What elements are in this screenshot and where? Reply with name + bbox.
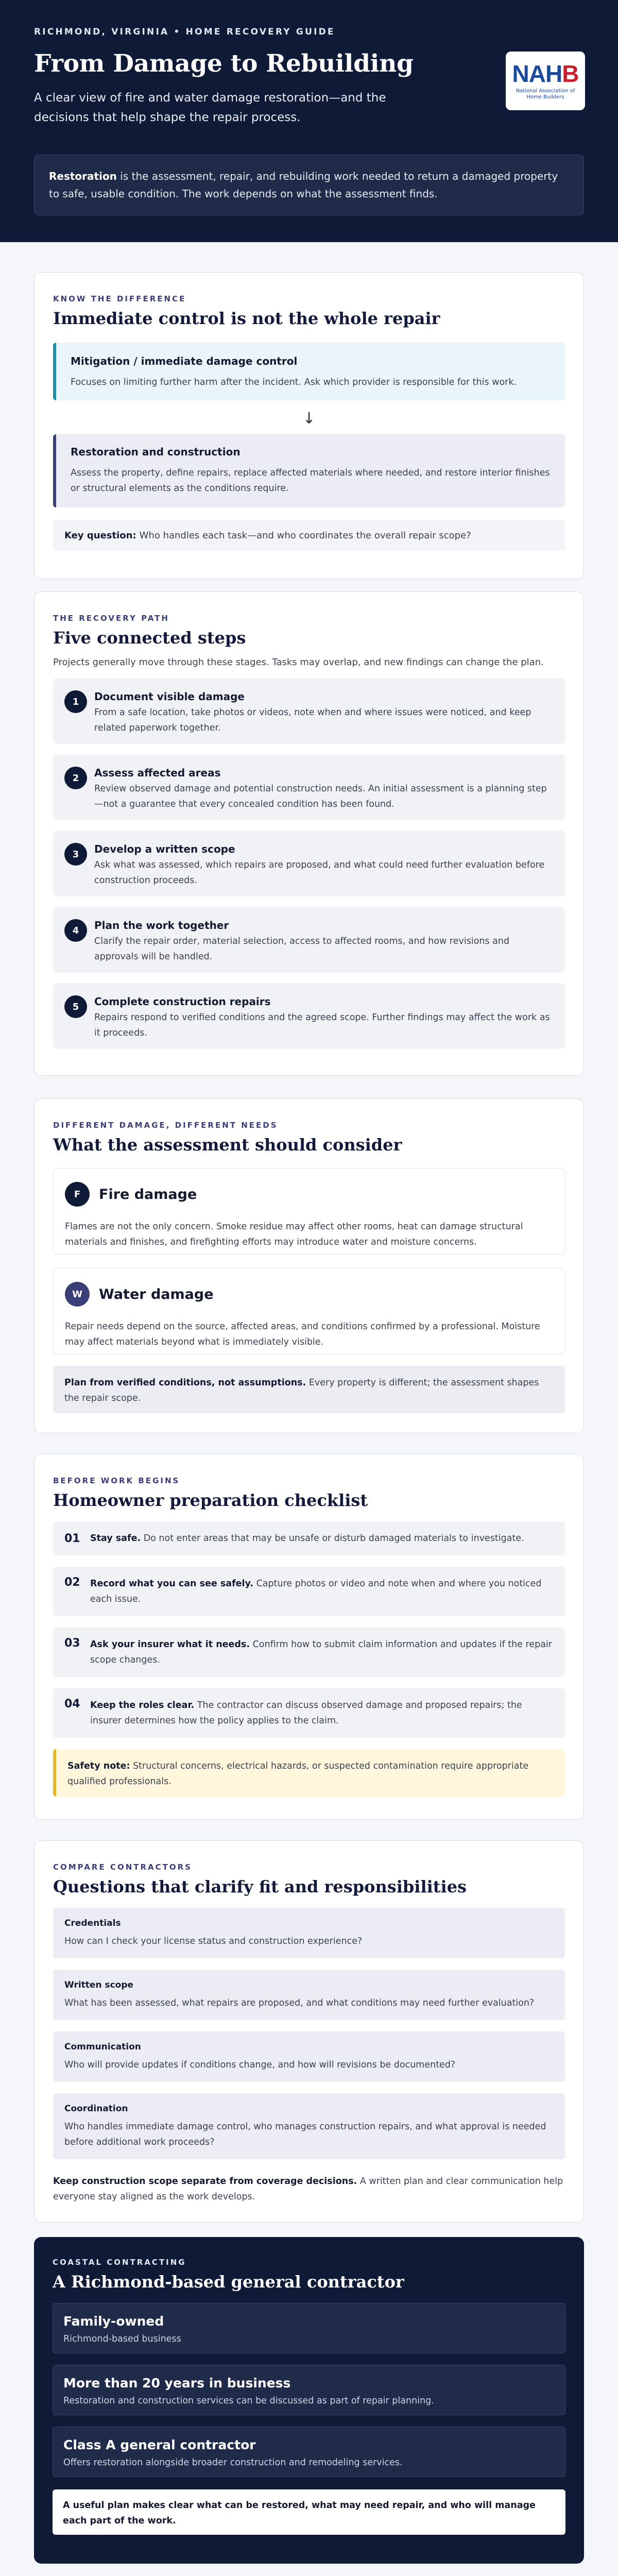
closing-text: A written plan and clear communication help everyone stay aligned as the work develops.: [53, 2176, 563, 2202]
nahb-logo: [506, 52, 585, 110]
feature-card: [53, 2365, 565, 2415]
step-number: 1: [64, 690, 87, 713]
step-number: 3: [64, 843, 87, 866]
step-title: Assess affected areas: [94, 767, 221, 779]
checklist-item: [53, 1688, 565, 1738]
step-number: 4: [64, 919, 87, 942]
assessment-title: What the assessment should consider: [53, 1135, 402, 1155]
checklist-item: [53, 1628, 565, 1677]
feature-card: [53, 2427, 565, 2477]
contractors-eyebrow: COMPARE CONTRACTORS: [53, 1862, 192, 1872]
mitigation-title: Mitigation / immediate damage control: [71, 355, 298, 367]
restoration-box: [53, 434, 565, 507]
checklist-number: 01: [64, 1532, 80, 1545]
definition-text: is the assessment, repair, and rebuilding work needed to return a damaged property to safe, usable condition. The work depends on what the assessment finds.: [49, 170, 558, 200]
company-title: A Richmond-based general contractor: [53, 2272, 404, 2292]
key-question-label: Key question:: [64, 530, 136, 541]
step-item: [53, 983, 565, 1049]
hero-subtitle: A clear view of fire and water damage restoration—and the decisions that help shape the repair process.: [34, 91, 386, 124]
difference-card: [34, 272, 584, 579]
step-number: 5: [64, 995, 87, 1018]
question-title: Written scope: [64, 1980, 134, 1990]
step-item: [53, 907, 565, 973]
checklist-number: 04: [64, 1698, 80, 1710]
useful-plan-note: A useful plan makes clear what can be restored, what may need repair, and who will manage each part of the work.: [53, 2489, 565, 2535]
hero: [0, 0, 618, 242]
step-title: Complete construction repairs: [94, 995, 271, 1008]
checklist-card: [34, 1454, 584, 1820]
step-text: Ask what was assessed, which repairs are proposed, and what could need further evaluation before construction proceeds.: [94, 860, 545, 886]
question-title: Communication: [64, 2042, 141, 2052]
feature-card: [53, 2303, 565, 2353]
definition-box: [34, 155, 584, 215]
checklist-text: The contractor can discuss observed damage and proposed repairs; the insurer determines how the policy applies to the claim.: [90, 1700, 522, 1726]
step-item: [53, 678, 565, 744]
question-text: Who handles immediate damage control, who manages construction repairs, and what approval is needed before additional work proceeds?: [64, 2122, 546, 2147]
recovery-intro: Projects generally move through these stages. Tasks may overlap, and new findings can change the plan.: [53, 657, 544, 668]
water-damage-card: [53, 1268, 565, 1354]
checklist-text: Do not enter areas that may be unsafe or disturb damaged materials to investigate.: [143, 1533, 524, 1544]
verified-label: Plan from verified conditions, not assumptions.: [64, 1378, 306, 1388]
question-title: Credentials: [64, 1918, 121, 1928]
fire-damage-card: [53, 1168, 565, 1255]
question-card: [53, 2031, 565, 2082]
feature-title: Family-owned: [63, 2314, 164, 2329]
step-text: From a safe location, take photos or videos, note when and where issues were noticed, and keep related paperwork together.: [94, 707, 531, 733]
definition-term: Restoration: [49, 170, 117, 182]
arrow-down-icon: ↓: [302, 410, 316, 428]
logo-caption: National Association of Home Builders: [516, 88, 575, 100]
water-text: Repair needs depend on the source, affected areas, and conditions confirmed by a professional. Moisture may affect materials beyond what is immediately visible.: [65, 1321, 540, 1347]
step-title: Develop a written scope: [94, 843, 235, 855]
step-text: Review observed damage and potential construction needs. An initial assessment is a planning step—not a guarantee that every concealed condition has been found.: [94, 784, 547, 809]
logo-mark: [512, 61, 579, 86]
logo-mark-blue: NAH: [512, 60, 562, 87]
fire-title: Fire damage: [99, 1186, 197, 1202]
checklist-text: Capture photos or video and note when and where you noticed each issue.: [90, 1579, 542, 1604]
company-card: [34, 2237, 584, 2564]
checklist-label: Ask your insurer what it needs.: [90, 1639, 250, 1650]
contractors-closing: [53, 2174, 565, 2205]
safety-note: [53, 1749, 565, 1797]
company-eyebrow: COASTAL CONTRACTING: [53, 2258, 186, 2267]
feature-text: Richmond-based business: [63, 2334, 181, 2344]
question-text: Who will provide updates if conditions change, and how will revisions be documented?: [64, 2060, 456, 2070]
fire-text: Flames are not the only concern. Smoke residue may affect other rooms, heat can damage structural materials and finishes, and firefighting efforts may introduce water and moisture concerns.: [65, 1222, 523, 1247]
checklist-label: Keep the roles clear.: [90, 1700, 195, 1710]
question-title: Coordination: [64, 2104, 128, 2114]
checklist-number: 02: [64, 1576, 80, 1589]
water-title: Water damage: [99, 1286, 214, 1302]
assessment-eyebrow: DIFFERENT DAMAGE, DIFFERENT NEEDS: [53, 1121, 278, 1130]
page-title: From Damage to Rebuilding: [34, 49, 414, 78]
hero-eyebrow: RICHMOND, VIRGINIA • HOME RECOVERY GUIDE: [34, 27, 335, 37]
recovery-title: Five connected steps: [53, 628, 246, 648]
step-item: [53, 831, 565, 896]
contractors-card: [34, 1840, 584, 2223]
checklist-title: Homeowner preparation checklist: [53, 1490, 368, 1510]
step-number: 2: [64, 767, 87, 789]
step-text: Repairs respond to verified conditions and the agreed scope. Further findings may affect the work as it proceeds.: [94, 1012, 550, 1038]
assessment-card: [34, 1098, 584, 1433]
safety-label: Safety note:: [67, 1761, 130, 1771]
difference-title: Immediate control is not the whole repair: [53, 309, 440, 328]
step-title: Plan the work together: [94, 919, 229, 931]
checklist-item: [53, 1521, 565, 1555]
feature-title: More than 20 years in business: [63, 2376, 291, 2391]
fire-icon: F: [65, 1182, 90, 1207]
checklist-label: Stay safe.: [90, 1533, 141, 1544]
restoration-title: Restoration and construction: [71, 446, 241, 458]
key-question-text: Who handles each task—and who coordinates the overall repair scope?: [139, 530, 471, 541]
water-icon: W: [65, 1282, 90, 1307]
mitigation-text: Focuses on limiting further harm after the incident. Ask which provider is responsible for this work.: [71, 377, 517, 387]
verified-text: Every property is different; the assessment shapes the repair scope.: [64, 1378, 539, 1403]
question-card: [53, 2093, 565, 2159]
question-text: What has been assessed, what repairs are proposed, and what conditions may need further evaluation?: [64, 1998, 535, 2008]
checklist-label: Record what you can see safely.: [90, 1579, 253, 1589]
logo-mark-red: B: [562, 60, 579, 87]
question-card: [53, 1970, 565, 2020]
recovery-eyebrow: THE RECOVERY PATH: [53, 614, 169, 623]
step-text: Clarify the repair order, material selection, access to affected rooms, and how revisions and approvals will be handled.: [94, 936, 510, 962]
verified-note: [53, 1366, 565, 1413]
recovery-card: [34, 591, 584, 1076]
contractors-title: Questions that clarify fit and responsibilities: [53, 1877, 467, 1896]
feature-text: Restoration and construction services can be discussed as part of repair planning.: [63, 2396, 434, 2406]
question-card: [53, 1908, 565, 1958]
checklist-text: Confirm how to submit claim information and updates if the repair scope changes.: [90, 1639, 552, 1665]
step-title: Document visible damage: [94, 690, 245, 703]
step-item: [53, 754, 565, 820]
checklist-eyebrow: BEFORE WORK BEGINS: [53, 1476, 180, 1485]
safety-text: Structural concerns, electrical hazards, or suspected contamination require appropriate qualified professionals.: [67, 1761, 529, 1787]
question-text: How can I check your license status and construction experience?: [64, 1936, 363, 1946]
checklist-item: [53, 1567, 565, 1616]
mitigation-box: [53, 343, 565, 400]
restoration-text: Assess the property, define repairs, replace affected materials where needed, and restore interior finishes or structural elements as the conditions require.: [71, 468, 550, 494]
difference-eyebrow: KNOW THE DIFFERENCE: [53, 294, 186, 303]
feature-title: Class A general contractor: [63, 2437, 256, 2452]
closing-label: Keep construction scope separate from coverage decisions.: [53, 2176, 357, 2187]
feature-text: Offers restoration alongside broader construction and remodeling services.: [63, 2458, 403, 2468]
key-question: [53, 520, 565, 551]
checklist-number: 03: [64, 1637, 80, 1650]
